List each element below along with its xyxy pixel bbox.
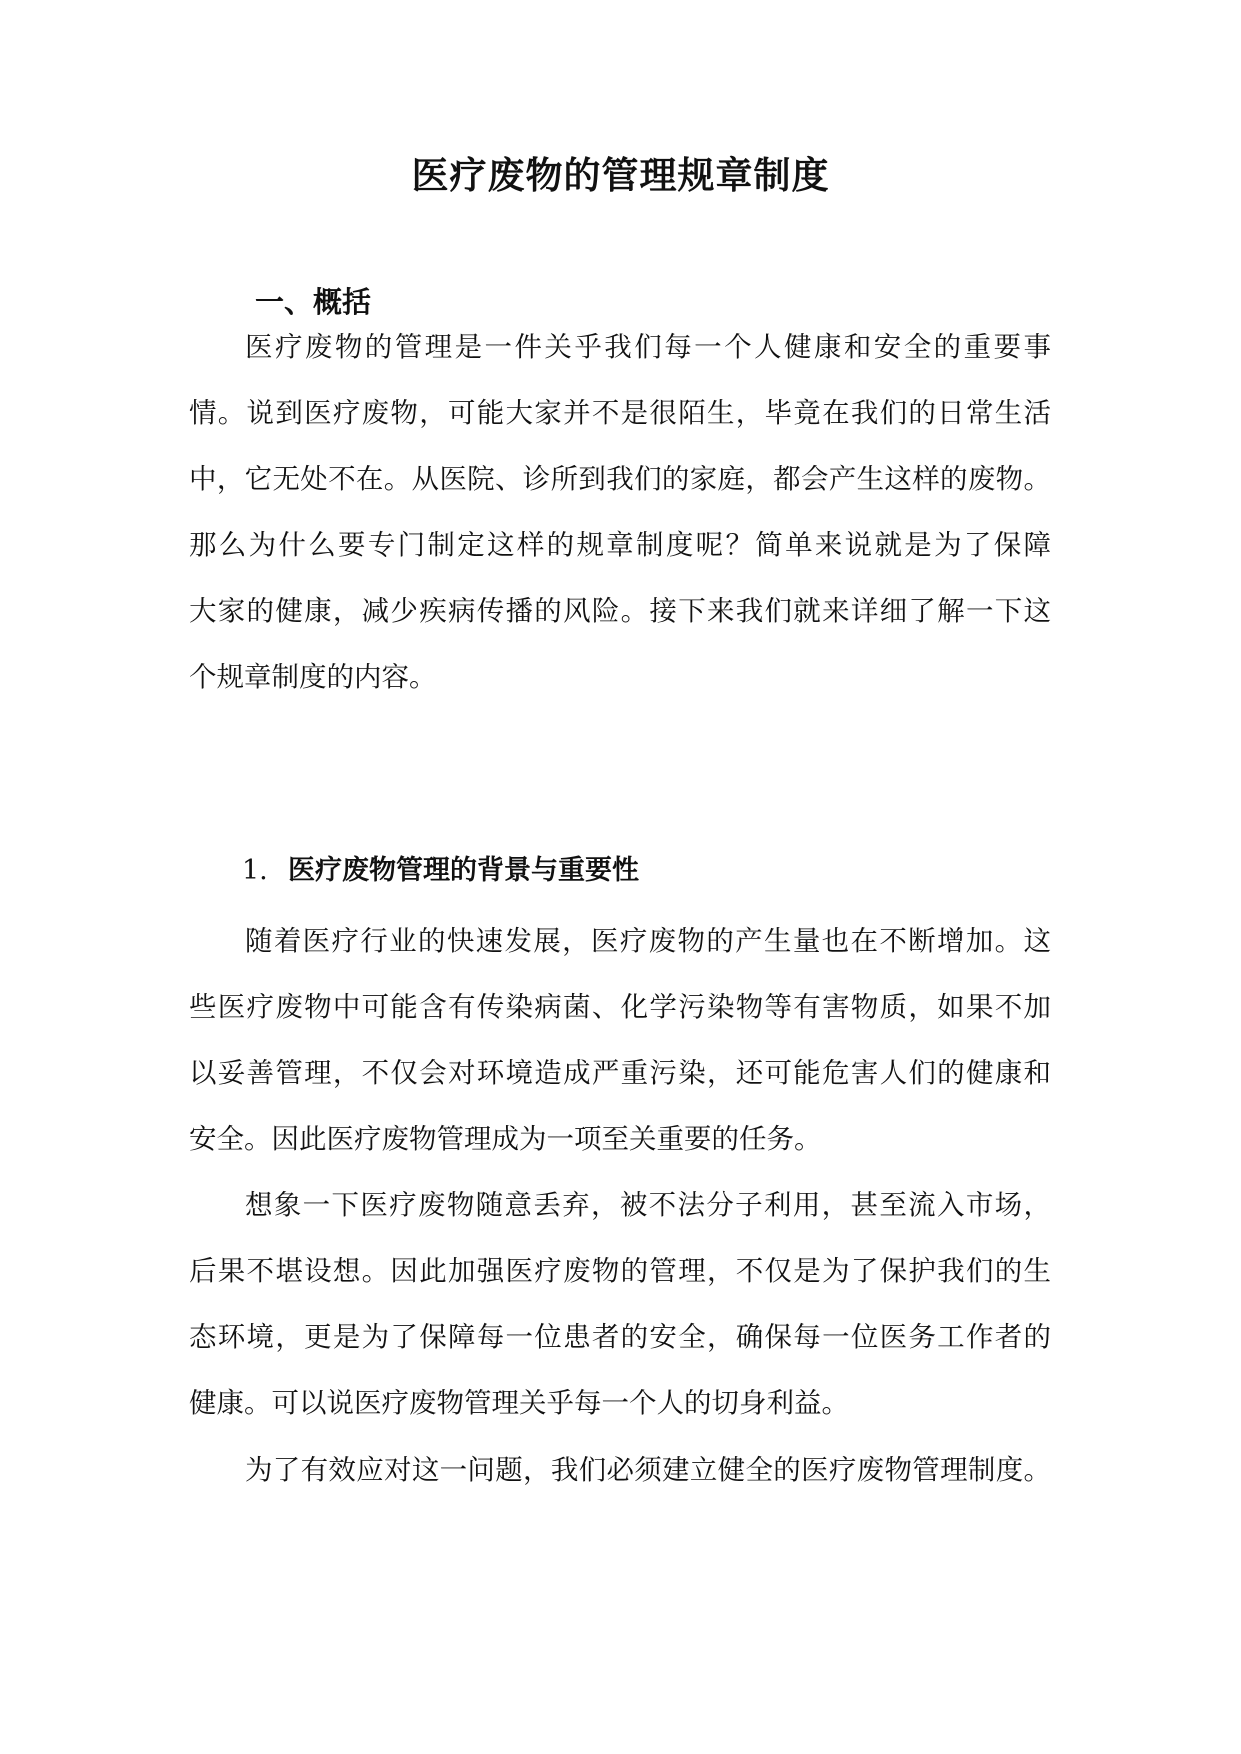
- paragraph-line: 情。说到医疗废物，可能大家并不是很陌生，毕竟在我们的日常生活: [189, 397, 1051, 429]
- paragraph-line: 安全。因此医疗废物管理成为一项至关重要的任务。: [189, 1123, 822, 1155]
- paragraph-line: 医疗废物的管理是一件关乎我们每一个人健康和安全的重要事: [245, 331, 1051, 363]
- section-heading-overview: 一、概括: [255, 285, 372, 319]
- subsection-number: 1.: [242, 855, 268, 886]
- paragraph-line: 态环境，更是为了保障每一位患者的安全，确保每一位医务工作者的: [189, 1321, 1051, 1353]
- paragraph-line: 以妥善管理，不仅会对环境造成严重污染，还可能危害人们的健康和: [189, 1057, 1051, 1089]
- paragraph-line: 那么为什么要专门制定这样的规章制度呢？简单来说就是为了保障: [189, 529, 1051, 561]
- document-title: 医疗废物的管理规章制度: [411, 153, 830, 197]
- paragraph-line: 随着医疗行业的快速发展，医疗废物的产生量也在不断增加。这: [245, 925, 1051, 957]
- paragraph-line: 大家的健康，减少疾病传播的风险。接下来我们就来详细了解一下这: [189, 595, 1051, 627]
- paragraph-line: 中，它无处不在。从医院、诊所到我们的家庭，都会产生这样的废物。: [189, 463, 1051, 495]
- paragraph-line: 后果不堪设想。因此加强医疗废物的管理，不仅是为了保护我们的生: [189, 1255, 1051, 1287]
- paragraph-line: 些医疗废物中可能含有传染病菌、化学污染物等有害物质，如果不加: [189, 991, 1051, 1023]
- paragraph-line: 健康。可以说医疗废物管理关乎每一个人的切身利益。: [189, 1387, 849, 1419]
- paragraph-line: 为了有效应对这一问题，我们必须建立健全的医疗废物管理制度。: [245, 1454, 1051, 1486]
- subsection-heading-background: [242, 844, 639, 898]
- subsection-title: 医疗废物管理的背景与重要性: [288, 855, 639, 886]
- paragraph-line: 想象一下医疗废物随意丢弃，被不法分子利用，甚至流入市场，: [245, 1189, 1051, 1221]
- paragraph-line: 个规章制度的内容。: [189, 661, 437, 693]
